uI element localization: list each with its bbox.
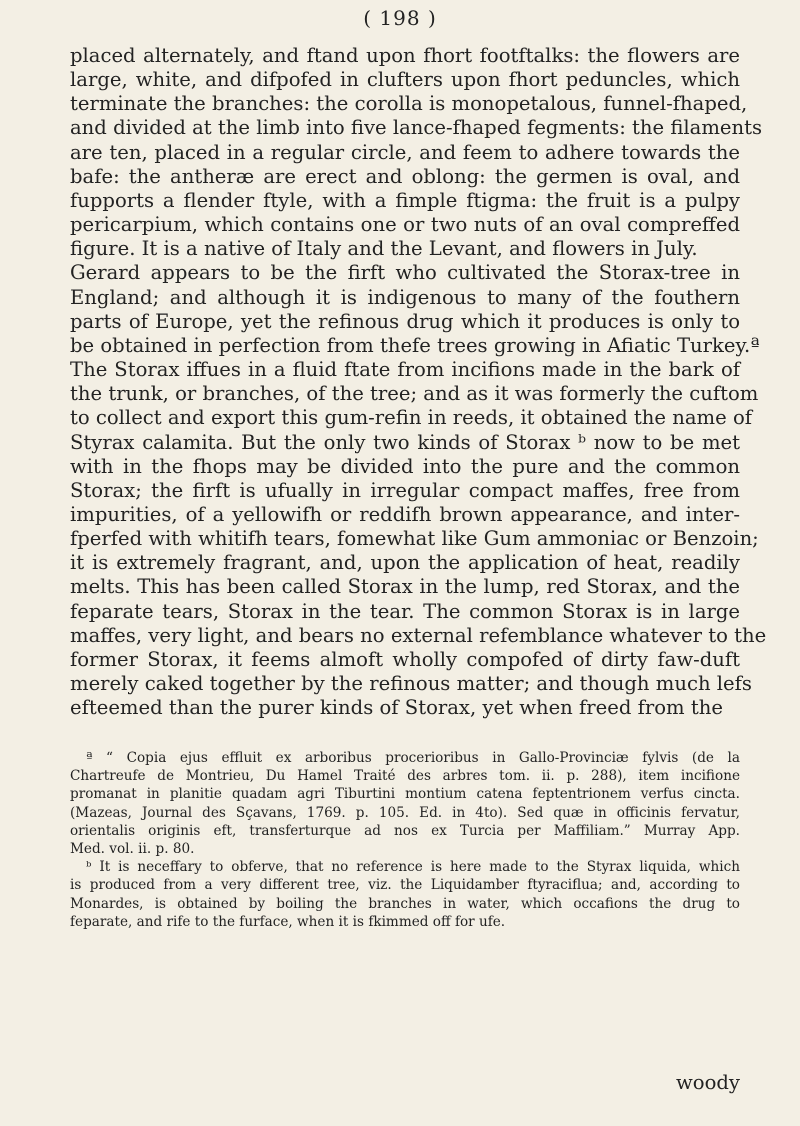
body-line: fperfed with whitifh tears, fomewhat like Gum ammoniac or Benzoin; — [70, 527, 759, 551]
body-text — [70, 44, 767, 720]
body-line: fupports a flender ftyle, with a fimple ftigma: the fruit is a pulpy — [70, 188, 740, 212]
body-line: be obtained in perfection from thefe trees growing in Afiatic Turkey.ª — [70, 333, 760, 357]
footnote-line: feparate, and rife to the furface, when it is fkimmed off for ufe. — [70, 913, 506, 930]
body-line: pericarpium, which contains one or two nuts of an oval compreffed — [70, 213, 740, 237]
body-line: England; and although it is indigenous to many of the fouthern — [70, 285, 740, 309]
footnote-line: (Mazeas, Journal des Sçavans, 1769. p. 105. Ed. in 4to). Sed quæ in officinis fervatur, — [70, 804, 740, 821]
body-line: merely caked together by the refinous matter; and though much lefs — [70, 672, 752, 696]
body-line: with in the fhops may be divided into the pure and the common — [70, 454, 740, 478]
body-line: feparate tears, Storax in the tear. The common Storax is in large — [70, 599, 740, 623]
body-line: parts of Europe, yet the refinous drug which it produces is only to — [70, 309, 740, 333]
body-line: melts. This has been called Storax in the lump, red Storax, and the — [70, 575, 740, 599]
body-line: The Storax iffues in a fluid ftate from incifions made in the bark of — [70, 358, 740, 382]
body-line: it is extremely fragrant, and, upon the application of heat, readily — [70, 551, 740, 575]
footnote-line: Chartreufe de Montrieu, Du Hamel Traité des arbres tom. ii. p. 288), item incifione — [70, 768, 740, 785]
body-line: Storax; the firft is ufually in irregular compact maffes, free from — [70, 478, 740, 502]
body-line: impurities, of a yellowifh or reddifh brown appearance, and inter- — [70, 502, 740, 526]
footnote-line: Monardes, is obtained by boiling the branches in water, which occafions the drug to — [70, 895, 740, 912]
footnote-line: Med. vol. ii. p. 80. — [70, 841, 195, 858]
footnote-line: ª “ Copia ejus effluit ex arboribus procerioribus in Gallo-Provinciæ fylvis (de la — [86, 750, 740, 766]
body-line: bafe: the antheræ are erect and oblong: the germen is oval, and — [70, 164, 740, 188]
footnote-line: promanat in planitie quadam agri Tiburtini montium catena feptentrionem verfus cincta. — [70, 786, 740, 803]
body-line: terminate the branches: the corolla is monopetalous, funnel-fhaped, — [70, 92, 748, 116]
body-line: Gerard appears to be the firft who cultivated the Storax-tree in — [70, 261, 740, 285]
body-line: figure. It is a native of Italy and the Levant, and flowers in July. — [70, 237, 698, 261]
body-line: large, white, and difpofed in clufters upon fhort peduncles, which — [70, 68, 740, 92]
page-number: ( 198 ) — [363, 6, 437, 30]
footnote-line: orientalis originis eft, transferturque ad nos ex Turcia per Maffiliam.” Murray App. — [70, 822, 740, 839]
body-line: Styrax calamita. But the only two kinds of Storax ᵇ now to be met — [70, 430, 740, 454]
footnote-line: is produced from a very different tree, viz. the Liquidamber ftyraciflua; and, according to — [70, 877, 740, 894]
footnotes — [70, 749, 740, 931]
footnote-line: ᵇ It is neceffary to obferve, that no reference is here made to the Styrax liquida, which — [86, 859, 740, 876]
body-line: former Storax, it feems almoft wholly compofed of dirty faw-duft — [70, 647, 740, 671]
body-line: to collect and export this gum-refin in reeds, it obtained the name of — [70, 406, 752, 430]
body-line: efteemed than the purer kinds of Storax, yet when freed from the — [70, 696, 723, 720]
body-line: are ten, placed in a regular circle, and feem to adhere towards the — [70, 140, 740, 164]
body-line: maffes, very light, and bears no external refemblance whatever to the — [70, 623, 767, 647]
catchword: woody — [676, 1071, 740, 1094]
body-line: the trunk, or branches, of the tree; and as it was formerly the cuftom — [70, 382, 759, 406]
body-line: and divided at the limb into five lance-fhaped fegments: the filaments — [70, 116, 763, 140]
body-line: placed alternately, and ftand upon fhort footftalks: the flowers are — [70, 44, 740, 67]
